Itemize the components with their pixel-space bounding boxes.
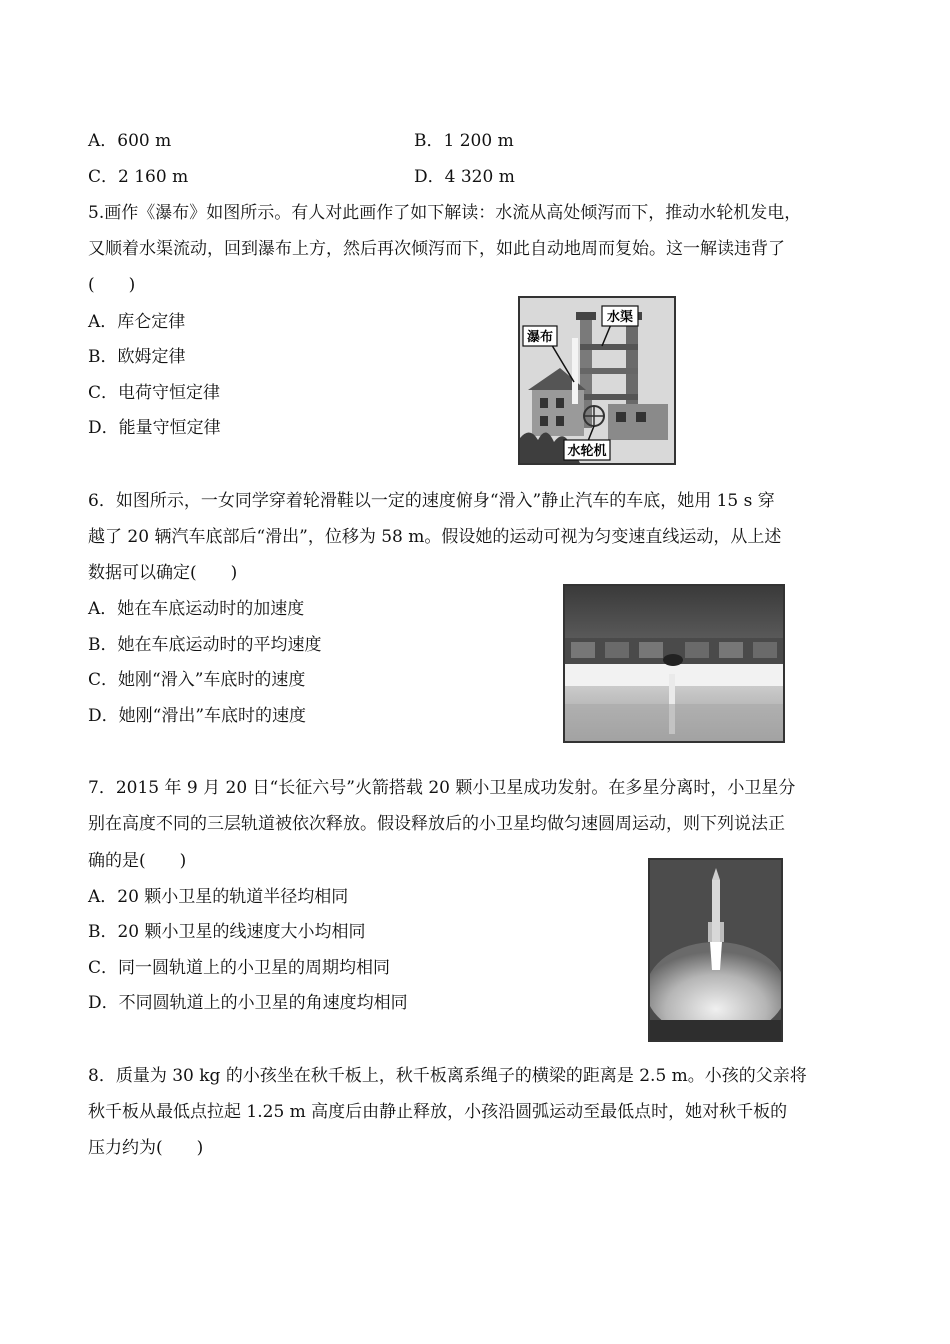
q5-option-d: D．能量守恒定律 [88,418,221,438]
q7-stem-line1: 7．2015 年 9 月 20 日“长征六号”火箭搭载 20 颗小卫星成功发射。在多星分离时，小卫星分 [88,778,796,798]
rocket-launch-photo [648,858,783,1042]
label-waterfall: 瀑布 [526,330,554,345]
q5-option-c: C．电荷守恒定律 [88,383,221,403]
q5-option-b: B．欧姆定律 [88,347,186,367]
q4-option-d: D．4 320 m [414,167,515,187]
skater-under-cars-photo [563,584,785,743]
q6-stem-line3: 数据可以确定( ) [88,563,238,583]
label-channel: 水渠 [606,310,634,325]
q4-option-c: C．2 160 m [88,167,189,187]
q7-stem-line2: 别在高度不同的三层轨道被依次释放。假设释放后的小卫星均做匀速圆周运动，则下列说法正 [88,814,785,834]
q6-option-b: B．她在车底运动时的平均速度 [88,635,322,655]
waterfall-figure [518,296,676,465]
q7-option-d: D．不同圆轨道上的小卫星的角速度均相同 [88,993,408,1013]
q5-option-a: A．库仑定律 [88,312,186,332]
q7-option-a: A．20 颗小卫星的轨道半径均相同 [88,887,349,907]
q6-option-a: A．她在车底运动时的加速度 [88,599,305,619]
q6-stem-line1: 6．如图所示，一女同学穿着轮滑鞋以一定的速度俯身“滑入”静止汽车的车底，她用 15 s 穿 [88,491,775,511]
q5-stem-line1: 5.画作《瀑布》如图所示。有人对此画作了如下解读：水流从高处倾泻而下，推动水轮机发电， [88,203,802,223]
q6-option-c: C．她刚“滑入”车底时的速度 [88,670,306,690]
q6-option-d: D．她刚“滑出”车底时的速度 [88,706,307,726]
q5-stem-line3: ( ) [88,275,136,295]
q8-stem-line2: 秋千板从最低点拉起 1.25 m 高度后由静止释放，小孩沿圆弧运动至最低点时，她对秋千板的 [88,1102,788,1122]
q7-stem-line3: 确的是( ) [88,851,187,871]
q4-option-a: A．600 m [88,131,172,151]
q5-stem-line2: 又顺着水渠流动，回到瀑布上方，然后再次倾泻而下，如此自动地周而复始。这一解读违背了 [88,239,785,259]
q6-stem-line2: 越了 20 辆汽车底部后“滑出”，位移为 58 m。假设她的运动可视为匀变速直线运动，从上述 [88,527,782,547]
q4-option-b: B．1 200 m [414,131,514,151]
q7-option-c: C．同一圆轨道上的小卫星的周期均相同 [88,958,391,978]
q8-stem-line1: 8．质量为 30 kg 的小孩坐在秋千板上，秋千板离系绳子的横梁的距离是 2.5 m。小孩的父亲将 [88,1066,807,1086]
q7-option-b: B．20 颗小卫星的线速度大小均相同 [88,922,366,942]
q8-stem-line3: 压力约为( ) [88,1138,204,1158]
label-turbine: 水轮机 [567,444,607,459]
